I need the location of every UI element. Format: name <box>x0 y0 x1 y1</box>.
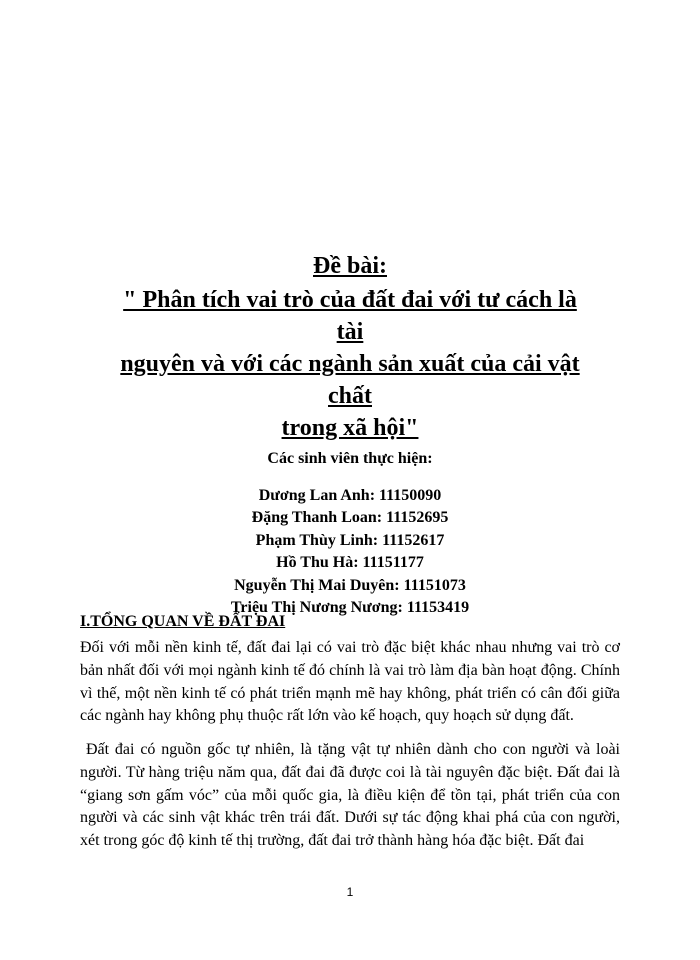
body-paragraph: Đối với mỗi nền kinh tế, đất đai lại có vai trò đặc biệt khác nhau nhưng vai trò cơ bản nhất đối với mọi ngành kinh tế đó chính là vai trò làm địa bàn hoạt động. Chính vì thế, một nền kinh tế có phát triển mạnh mẽ hay không, phát triển có cân đối giữa các ngành hay không phụ thuộc rất lớn vào kế hoạch, quy hoạch sử dụng đất. <box>80 639 620 725</box>
page-number: 1 <box>346 885 354 899</box>
author-entry: Dương Lan Anh: 11150090 <box>258 486 442 504</box>
author-entry: Triệu Thị Nương Nương: 11153419 <box>230 599 470 616</box>
section-heading: I.TỔNG QUAN VỀ ĐẤT ĐAI <box>80 613 286 630</box>
author-entry: Nguyễn Thị Mai Duyên: 11151073 <box>234 576 466 594</box>
topic-line: nguyên và với các ngành sản xuất của cải vật chất <box>120 351 580 409</box>
authors-block <box>0 448 700 620</box>
assignment-heading-label: Đề bài: <box>313 253 387 279</box>
author-entry: Hồ Thu Hà: 11151177 <box>276 554 424 571</box>
author-entry: Đặng Thanh Loan: 11152695 <box>251 509 449 526</box>
topic-line: trong xã hội" <box>281 415 419 441</box>
body-paragraph: Đất đai có nguồn gốc tự nhiên, là tặng vật tự nhiên dành cho con người và loài người. Từ hàng triệu năm qua, đất đai đã được coi là tài nguyên đặc biệt. Đất đai là “giang sơn gấm vóc” của mỗi quốc gia, là điều kiện để tồn tại, phát triển của con người và các sinh vật khác trên trái đất. Dưới sự tác động khai phá của con người, xét trong góc độ kinh tế thị trường, đất đai trở thành hàng hóa đặc biệt. Đất đai <box>80 741 620 850</box>
assignment-topic <box>110 284 590 444</box>
authors-title: Các sinh viên thực hiện: <box>267 450 433 467</box>
author-entry: Phạm Thùy Linh: 11152617 <box>255 531 445 549</box>
topic-line: " Phân tích vai trò của đất đai với tư cách là tài <box>123 287 577 345</box>
